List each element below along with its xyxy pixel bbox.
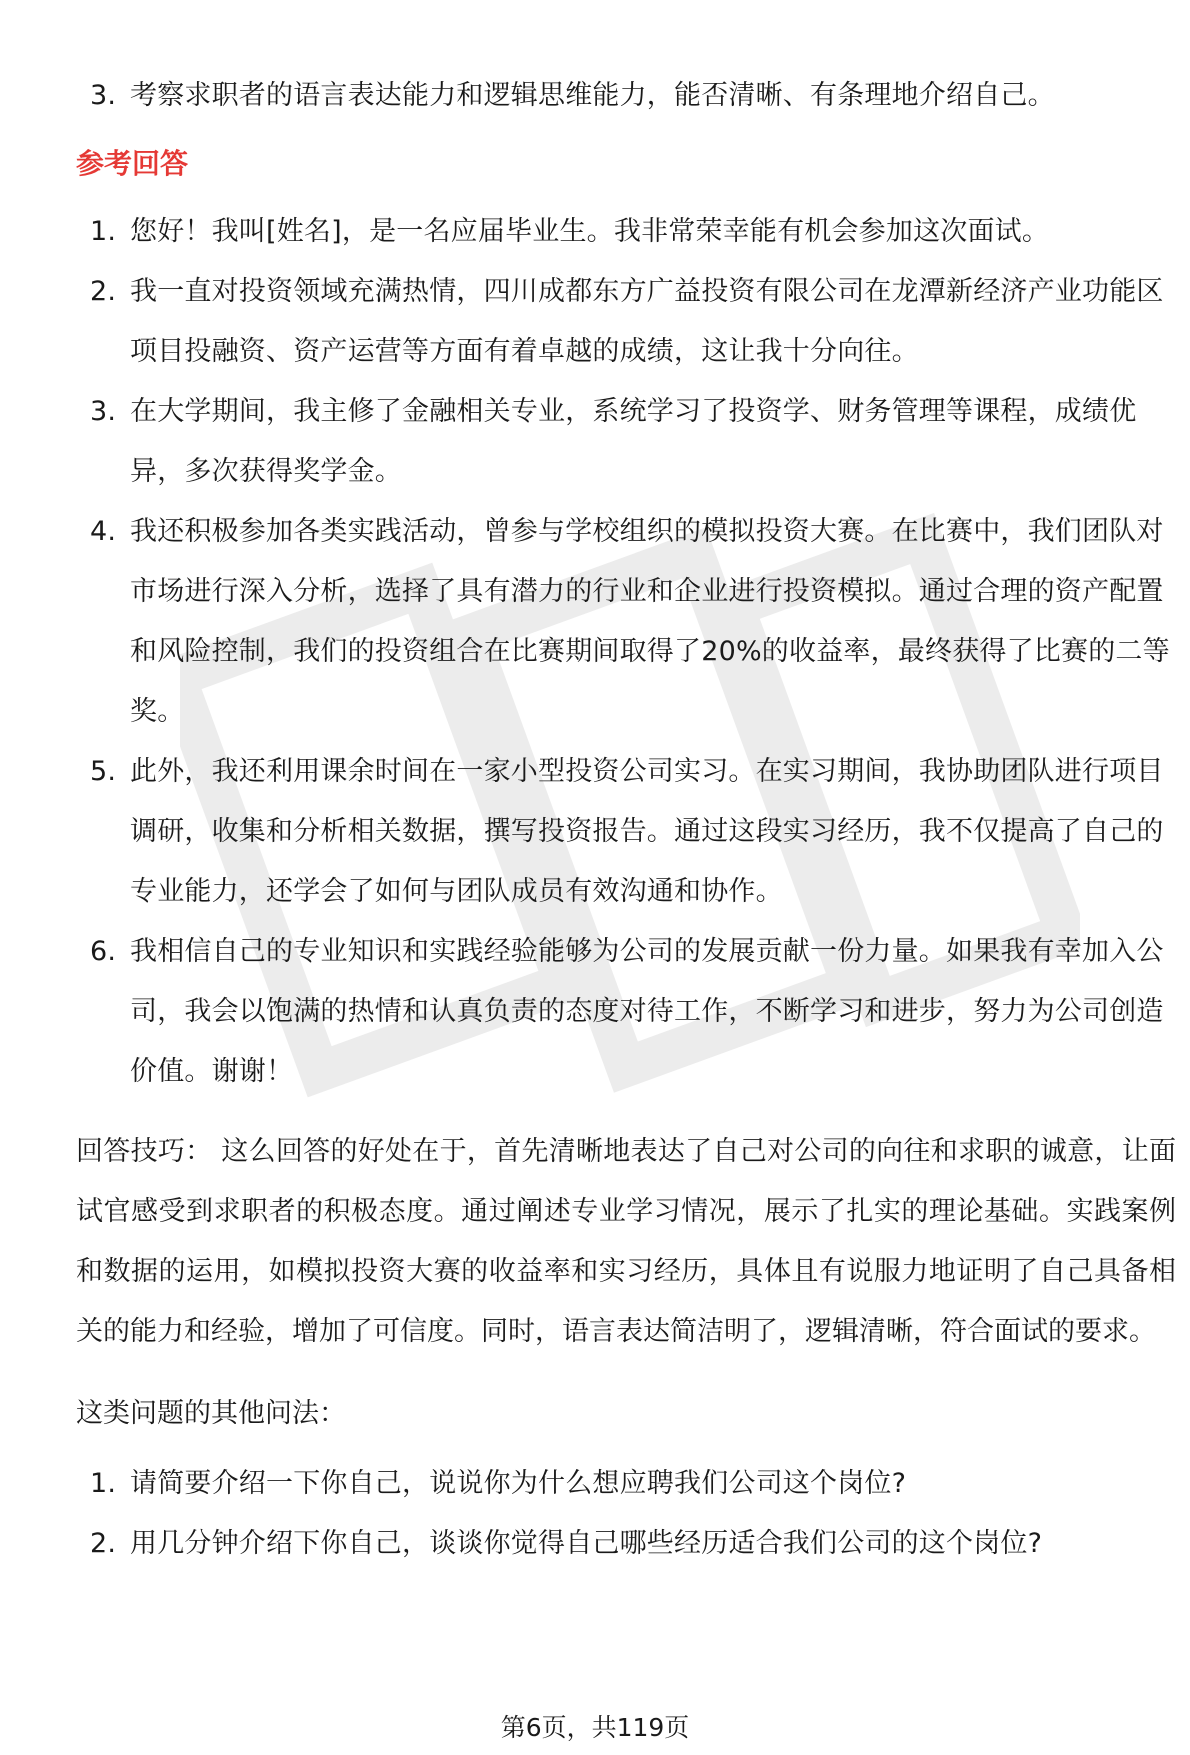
list-number: 5. — [90, 756, 117, 787]
other-questions-heading: 这类问题的其他问法： — [76, 1398, 346, 1429]
list-text: 考察求职者的语言表达能力和逻辑思维能力，能否清晰、有条理地介绍自己。 — [130, 80, 1055, 111]
list-text: 在大学期间，我主修了金融相关专业，系统学习了投资学、财务管理等课程，成绩优异，多次获得奖学金。 — [130, 396, 1137, 487]
list-number: 4. — [90, 516, 117, 547]
list-number: 1. — [90, 1468, 117, 1499]
list-number: 2. — [90, 1528, 117, 1559]
list-item — [76, 1454, 1176, 1514]
intro-list — [76, 66, 1176, 126]
list-item — [76, 1514, 1176, 1574]
other-questions-list — [76, 1454, 1176, 1574]
list-item — [76, 66, 1176, 126]
list-item — [76, 742, 1176, 922]
list-item — [76, 382, 1176, 502]
list-item — [76, 262, 1176, 382]
list-text: 请简要介绍一下你自己，说说你为什么想应聘我们公司这个岗位? — [130, 1468, 907, 1499]
tips-label: 回答技巧： — [76, 1136, 213, 1167]
page-number-footer: 第6页，共119页 — [500, 1713, 690, 1742]
list-text: 我还积极参加各类实践活动，曾参与学校组织的模拟投资大赛。在比赛中，我们团队对市场进行深入分析，选择了具有潜力的行业和企业进行投资模拟。通过合理的资产配置和风险控制，我们的投资组合在比赛期间取得了20%的收益率，最终获得了比赛的二等奖。 — [130, 516, 1170, 727]
list-item — [76, 502, 1176, 742]
list-text: 此外，我还利用课余时间在一家小型投资公司实习。在实习期间，我协助团队进行项目调研，收集和分析相关数据，撰写投资报告。通过这段实习经历，我不仅提高了自己的专业能力，还学会了如何与团队成员有效沟通和协作。 — [130, 756, 1164, 907]
list-number: 2. — [90, 276, 117, 307]
answer-list — [76, 202, 1176, 1102]
list-text: 用几分钟介绍下你自己，谈谈你觉得自己哪些经历适合我们公司的这个岗位? — [130, 1528, 1043, 1559]
tips-text: 这么回答的好处在于，首先清晰地表达了自己对公司的向往和求职的诚意，让面试官感受到求职者的积极态度。通过阐述专业学习情况，展示了扎实的理论基础。实践案例和数据的运用，如模拟投资大赛的收益率和实习经历，具体且有说服力地证明了自己具备相关的能力和经验，增加了可信度。同时，语言表达简洁明了，逻辑清晰，符合面试的要求。 — [76, 1136, 1176, 1347]
page-content — [76, 66, 1176, 1574]
list-text: 您好！我叫[姓名]，是一名应届毕业生。我非常荣幸能有机会参加这次面试。 — [130, 216, 1050, 247]
list-text: 我相信自己的专业知识和实践经验能够为公司的发展贡献一份力量。如果我有幸加入公司，我会以饱满的热情和认真负责的态度对待工作，不断学习和进步，努力为公司创造价值。谢谢！ — [130, 936, 1164, 1087]
list-number: 1. — [90, 216, 117, 247]
list-text: 我一直对投资领域充满热情，四川成都东方广益投资有限公司在龙潭新经济产业功能区项目投融资、资产运营等方面有着卓越的成绩，这让我十分向往。 — [130, 276, 1164, 367]
list-number: 6. — [90, 936, 117, 967]
list-number: 3. — [90, 396, 117, 427]
list-item — [76, 202, 1176, 262]
list-number: 3. — [90, 80, 117, 111]
list-item — [76, 922, 1176, 1102]
answer-tips — [76, 1122, 1176, 1362]
answer-heading: 参考回答 — [76, 147, 189, 180]
